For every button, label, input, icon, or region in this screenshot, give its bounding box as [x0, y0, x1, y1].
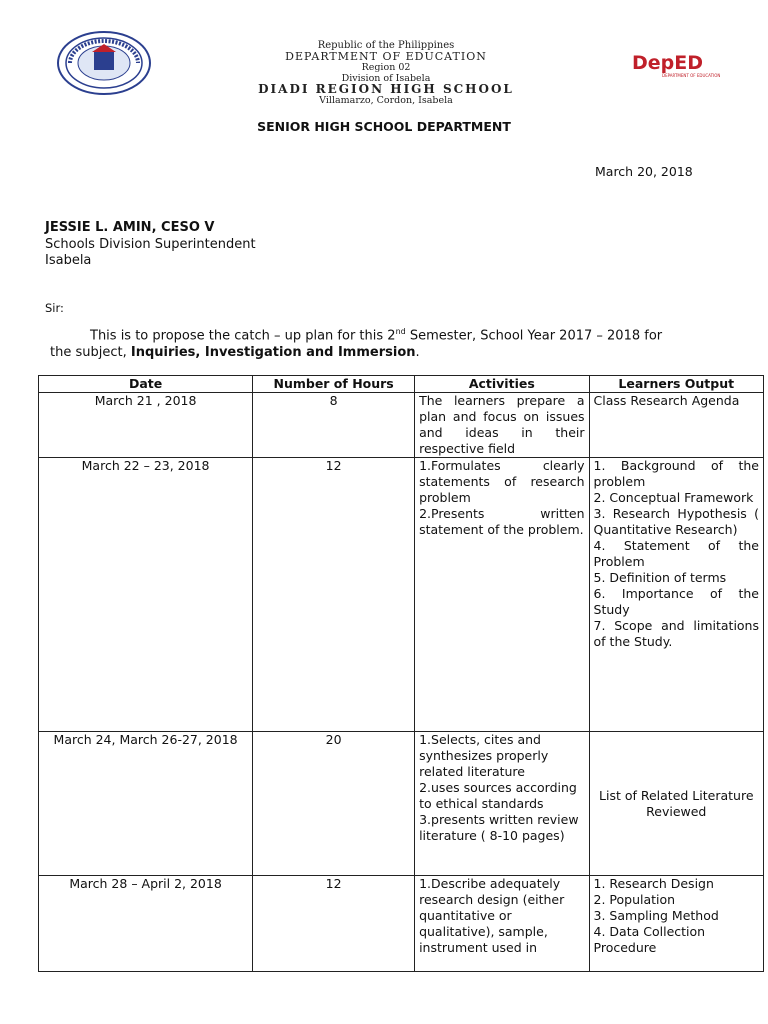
activity-item: The learners prepare a plan and focus on issues and ideas in their respective field	[419, 393, 585, 456]
cell-activities	[415, 732, 589, 876]
output-item: 3. Research Hypothesis ( Quantitative Research)	[593, 506, 759, 537]
cell-activities	[415, 458, 589, 732]
subject-name: Inquiries, Investigation and Immersion	[130, 345, 416, 360]
letterhead-department: DEPARTMENT OF EDUCATION	[285, 50, 487, 63]
activity-item: 2.Presents written statement of the problem.	[419, 506, 585, 537]
column-header-hours: Number of Hours	[253, 376, 415, 393]
activity-item: 3.presents written review literature ( 8-10 pages)	[419, 812, 579, 843]
activity-item: 1.Selects, cites and synthesizes properly related literature	[419, 732, 549, 779]
letterhead-division: Division of Isabela	[341, 73, 431, 84]
table-row	[39, 393, 764, 458]
addressee-place: Isabela	[45, 253, 92, 268]
body-text: This is to propose the catch – up plan for this 2	[90, 328, 396, 344]
cell-output	[589, 458, 763, 732]
letterhead-school-name: DIADI REGION HIGH SCHOOL	[258, 82, 514, 96]
table-row	[39, 876, 764, 972]
cell-date: March 28 – April 2, 2018	[39, 876, 253, 972]
school-seal-logo	[56, 30, 152, 96]
column-header-output: Learners Output	[589, 376, 763, 393]
deped-logo: DepED	[632, 52, 704, 74]
body-superscript: nd	[395, 327, 406, 336]
output-item: 6. Importance of the Study	[593, 586, 759, 617]
output-item: 2. Population	[593, 892, 676, 907]
table-row	[39, 458, 764, 732]
cell-hours: 8	[253, 393, 415, 458]
cell-date: March 22 – 23, 2018	[39, 458, 253, 732]
output-item: 4. Data Collection Procedure	[593, 924, 706, 955]
body-text: .	[415, 345, 420, 360]
output-item: 1. Background of the problem	[593, 458, 759, 489]
output-item: 7. Scope and limitations of the Study.	[593, 618, 759, 649]
table-row	[39, 732, 764, 876]
cell-date: March 21 , 2018	[39, 393, 253, 458]
cell-hours: 20	[253, 732, 415, 876]
body-text: Semester, School Year 2017 – 2018 for	[405, 328, 663, 344]
catch-up-plan-table	[38, 375, 764, 972]
letterhead-republic: Republic of the Philippines	[317, 40, 455, 51]
department-title: SENIOR HIGH SCHOOL DEPARTMENT	[257, 119, 511, 134]
activity-item: 2.uses sources according to ethical standards	[419, 780, 577, 811]
letterhead-region: Region 02	[361, 62, 411, 73]
letterhead	[200, 40, 572, 106]
addressee-title: Schools Division Superintendent	[45, 237, 256, 252]
activity-item: 1.Formulates clearly statements of research problem	[419, 458, 585, 505]
cell-output	[589, 876, 763, 972]
table-header-row	[39, 376, 764, 393]
activity-item: 1.Describe adequately research design (either quantitative or qualitative), sample, instrument used in	[419, 876, 565, 955]
column-header-activities: Activities	[415, 376, 589, 393]
output-item: 1. Research Design	[593, 876, 714, 891]
letterhead-address: Villamarzo, Cordon, Isabela	[319, 95, 453, 106]
output-item: 4. Statement of the Problem	[593, 538, 759, 569]
letter-date: March 20, 2018	[595, 164, 693, 179]
cell-output	[589, 393, 763, 458]
column-header-date: Date	[39, 376, 253, 393]
cell-activities	[415, 393, 589, 458]
cell-output	[589, 732, 763, 876]
output-item: List of Related Literature Reviewed	[599, 787, 754, 819]
cell-hours: 12	[253, 458, 415, 732]
body-text: the subject,	[50, 345, 131, 360]
body-paragraph-line2	[50, 345, 420, 360]
output-item: 5. Definition of terms	[593, 570, 727, 585]
deped-logo-subtitle: DEPARTMENT OF EDUCATION	[662, 73, 721, 78]
output-item: 3. Sampling Method	[593, 908, 719, 923]
body-paragraph-line1	[90, 327, 662, 343]
salutation: Sir:	[45, 301, 64, 315]
output-item: Class Research Agenda	[593, 393, 740, 408]
addressee-name: JESSIE L. AMIN, CESO V	[45, 220, 215, 235]
output-item: 2. Conceptual Framework	[593, 490, 754, 505]
cell-hours: 12	[253, 876, 415, 972]
cell-date: March 24, March 26-27, 2018	[39, 732, 253, 876]
cell-activities	[415, 876, 589, 972]
